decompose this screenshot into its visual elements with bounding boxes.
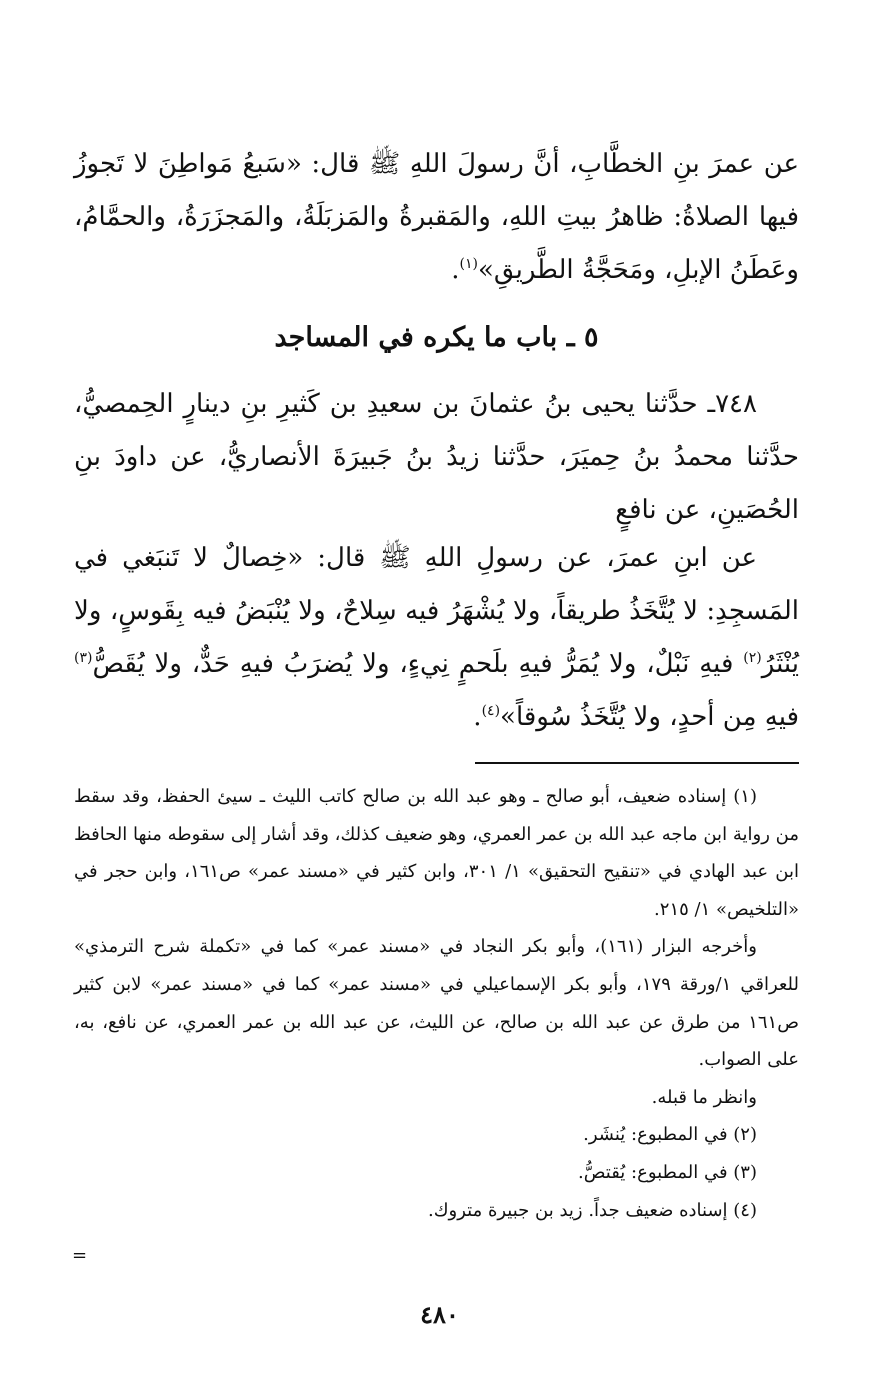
intro-hadith-text: عن عمرَ بنِ الخطَّابِ، أنَّ رسولَ اللهِ ﷺ قال: «سَبعُ مَواطِنَ لا تَجوزُ فيها الصلاةُ: ظاهرُ بيتِ اللهِ، والمَقبرةُ والمَزبَلَةُ، والمَجزَرَةُ، والحمَّامُ، وعَطَنُ الإبلِ، ومَحَجَّةُ الطَّريقِ» (74, 149, 799, 285)
intro-hadith-end: . (451, 255, 460, 285)
footnote-ref-4: (٤) (481, 703, 501, 719)
hadith-748-text-part2: فيهِ نَبْلٌ، ولا يُمَرُّ فيهِ بلَحمٍ نِيءٍ، ولا يُضرَبُ فيهِ حَدٌّ، ولا يُقَصُّ (92, 649, 734, 679)
intro-hadith-paragraph (74, 138, 799, 297)
hadith-748-chain: ٧٤٨ـ حدَّثنا يحيى بنُ عثمانَ بن سعيدِ بن كَثيرِ بنِ دينارٍ الحِمصيُّ، حدَّثنا محمدُ بنُ حِميَرَ، حدَّثنا زيدُ بنُ جَبيرَةَ الأنصاريُّ، عن داودَ بنِ الحُصَينِ، عن نافعٍ (74, 389, 799, 525)
hadith-748-text (74, 532, 799, 744)
hadith-748-text-part3: فيهِ مِن أحدٍ، ولا يُتَّخَذُ سُوقاً» (500, 702, 799, 732)
hadith-748-end: . (473, 702, 482, 732)
footnote-divider (475, 762, 799, 764)
footnote-2: (٢) في المطبوع: يُنشَر. (583, 1124, 757, 1146)
hadith-748-text-part1: عن ابنِ عمرَ، عن رسولِ اللهِ ﷺ قال: «خِصالٌ لا تَنبَغي في المَسجِدِ: لا يُتَّخَذُ طريقاً، ولا يُشْهَرُ فيه سِلاحٌ، ولا يُنْبَضُ فيه بِقَوسٍ، ولا يُنْثَرُ (74, 543, 800, 679)
section-heading: ٥ ـ باب ما يكره في المساجد (274, 322, 599, 353)
footnotes (74, 778, 799, 1229)
footnote-1-paragraph-2: وأخرجه البزار (١٦١)، وأبو بكر النجاد في «مسند عمر» كما في «تكملة شرح الترمذي» للعراقي ١/ورقة ١٧٩، وأبو بكر الإسماعيلي في «مسند عمر» كما في «مسند عمر» لابن كثير ص١٦١ من طرق عن عبد الله بن صالح، عن الليث، عن عبد الله بن عمر العمري، عن نافع، به، على الصواب. (74, 936, 799, 1071)
footnote-ref-3: (٣) (74, 650, 93, 666)
continuation-mark: = (72, 1245, 88, 1266)
page-number: ٤٨٠ (420, 1300, 459, 1329)
footnote-4: (٤) إسناده ضعيف جداً. زيد بن جبيرة متروك. (427, 1199, 757, 1221)
footnote-3: (٣) في المطبوع: يُقتصُّ. (577, 1161, 757, 1183)
footnote-ref-2: (٢) (743, 650, 762, 666)
footnote-1-paragraph-3: وانظر ما قبله. (651, 1086, 757, 1108)
footnote-ref-1: (١) (459, 256, 478, 272)
footnote-1-paragraph-1: (١) إسناده ضعيف، أبو صالح ـ وهو عبد الله بن صالح كاتب الليث ـ سيئ الحفظ، وقد سقط من رواية ابن ماجه عبد الله بن عمر العمري، وهو ضعيف كذلك، وقد أشار إلى سقوطه منها الحافظ ابن عبد الهادي في «تنقيح التحقيق» ١/ ٣٠١، وابن كثير في «مسند عمر» ص١٦١، وابن حجر في «التلخيص» ١/ ٢١٥. (74, 786, 799, 920)
